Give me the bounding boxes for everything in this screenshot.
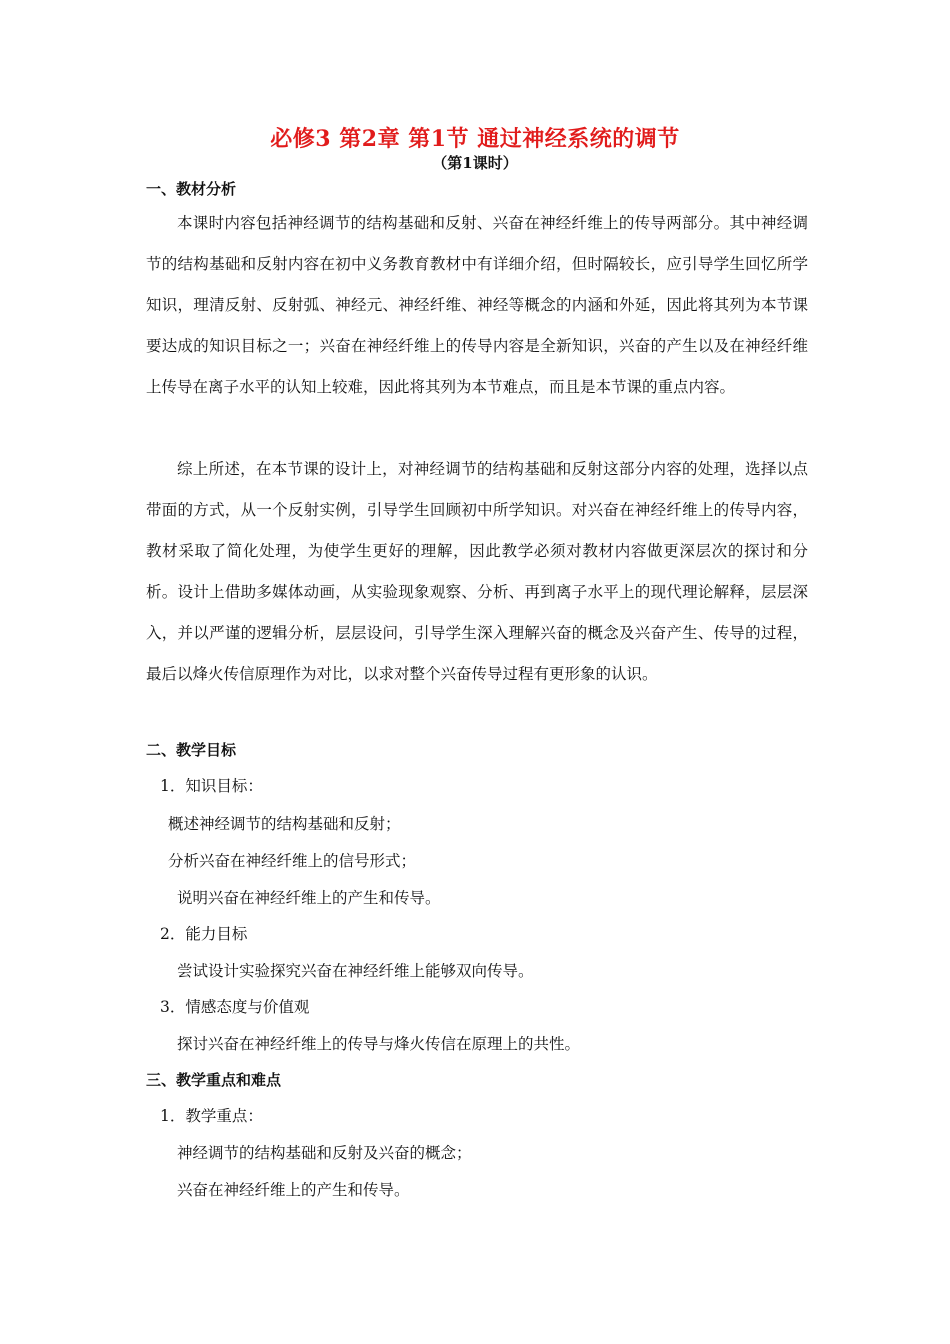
goal-knowledge-line-3: 说明兴奋在神经纤维上的产生和传导。 <box>177 889 441 907</box>
document-subtitle: （第1课时） <box>432 154 518 172</box>
goal-attitude-line-1: 探讨兴奋在神经纤维上的传导与烽火传信在原理上的共性。 <box>177 1035 581 1053</box>
keypoint-focus-line-2: 兴奋在神经纤维上的产生和传导。 <box>177 1181 410 1199</box>
section-heading-teaching-goals: 二、教学目标 <box>146 741 237 759</box>
goal-knowledge-line-2: 分析兴奋在神经纤维上的信号形式； <box>168 852 417 870</box>
goal-knowledge-line-1: 概述神经调节的结构基础和反射； <box>168 815 401 833</box>
keypoint-focus-line-1: 神经调节的结构基础和反射及兴奋的概念； <box>177 1144 472 1162</box>
paragraph-textbook-analysis-1: 本课时内容包括神经调节的结构基础和反射、兴奋在神经纤维上的传导两部分。其中神经调节的结构基础和反射内容在初中义务教育教材中有详细介绍，但时隔较长，应引导学生回忆所学知识，理清反射、反射弧、神经元、神经纤维、神经等概念的内涵和外延，因此将其列为本节课要达成的知识目标之一；兴奋在神经纤维上的传导内容是全新知识，兴奋的产生以及在神经纤维上传导在离子水平的认知上较难，因此将其列为本节难点，而且是本节课的重点内容。 <box>146 214 808 396</box>
keypoint-item-focus: 1．教学重点： <box>160 1107 263 1125</box>
document-title: 必修3 第2章 第1节 通过神经系统的调节 <box>270 126 680 152</box>
goal-ability-line-1: 尝试设计实验探究兴奋在神经纤维上能够双向传导。 <box>177 962 534 980</box>
goal-item-knowledge: 1．知识目标： <box>160 777 263 795</box>
paragraph-textbook-analysis-2: 综上所述，在本节课的设计上，对神经调节的结构基础和反射这部分内容的处理，选择以点带面的方式，从一个反射实例，引导学生回顾初中所学知识。对兴奋在神经纤维上的传导内容，教材采取了简化处理，为使学生更好的理解，因此教学必须对教材内容做更深层次的探讨和分析。设计上借助多媒体动画，从实验现象观察、分析、再到离子水平上的现代理论解释，层层深入，并以严谨的逻辑分析，层层设问，引导学生深入理解兴奋的概念及兴奋产生、传导的过程，最后以烽火传信原理作为对比，以求对整个兴奋传导过程有更形象的认识。 <box>146 460 808 683</box>
section-heading-key-points: 三、教学重点和难点 <box>146 1071 282 1089</box>
section-heading-textbook-analysis: 一、教材分析 <box>146 180 237 198</box>
goal-item-attitude: 3．情感态度与价值观 <box>160 998 310 1016</box>
goal-item-ability: 2．能力目标 <box>160 925 248 943</box>
